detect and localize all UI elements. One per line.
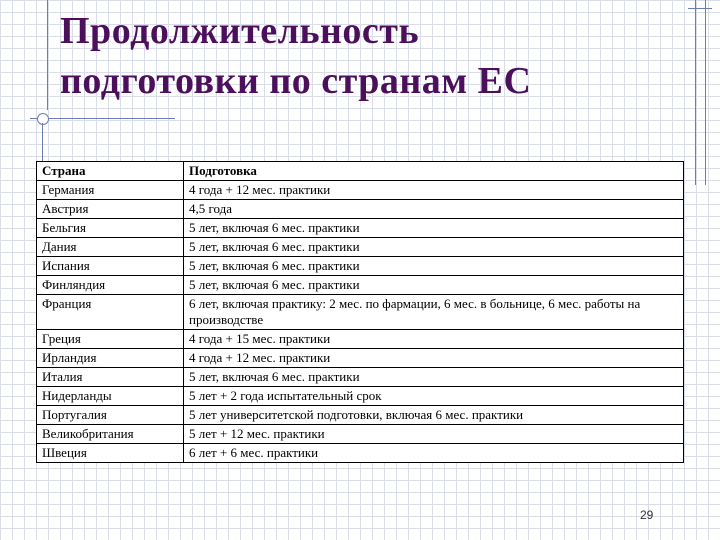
training-cell: 6 лет + 6 мес. практики bbox=[184, 444, 684, 463]
country-cell: Португалия bbox=[37, 406, 184, 425]
table-row bbox=[37, 425, 684, 444]
training-cell: 5 лет, включая 6 мес. практики bbox=[184, 219, 684, 238]
decor-vertical-line-right-2 bbox=[705, 0, 706, 185]
decor-vertical-line-short bbox=[42, 123, 43, 163]
page-number: 29 bbox=[640, 508, 654, 522]
training-cell: 5 лет, включая 6 мес. практики bbox=[184, 276, 684, 295]
decor-circle bbox=[37, 113, 49, 125]
country-cell: Италия bbox=[37, 368, 184, 387]
table-header-row bbox=[37, 162, 684, 181]
country-cell: Греция bbox=[37, 330, 184, 349]
training-cell: 4,5 года bbox=[184, 200, 684, 219]
decor-vertical-line-right bbox=[695, 0, 696, 185]
country-cell: Испания bbox=[37, 257, 184, 276]
country-cell: Ирландия bbox=[37, 349, 184, 368]
country-cell: Бельгия bbox=[37, 219, 184, 238]
decor-horizontal-line bbox=[30, 118, 175, 119]
decor-horizontal-line-right bbox=[688, 8, 712, 9]
country-cell: Великобритания bbox=[37, 425, 184, 444]
table-row bbox=[37, 219, 684, 238]
header-training: Подготовка bbox=[184, 162, 684, 181]
table-row bbox=[37, 238, 684, 257]
table-row bbox=[37, 406, 684, 425]
table-row bbox=[37, 444, 684, 463]
country-cell: Австрия bbox=[37, 200, 184, 219]
country-cell: Швеция bbox=[37, 444, 184, 463]
country-cell: Германия bbox=[37, 181, 184, 200]
training-cell: 5 лет университетской подготовки, включая 6 мес. практики bbox=[184, 406, 684, 425]
table-row bbox=[37, 257, 684, 276]
table-row bbox=[37, 330, 684, 349]
training-duration-table bbox=[36, 161, 684, 463]
country-cell: Франция bbox=[37, 295, 184, 330]
header-country: Страна bbox=[37, 162, 184, 181]
training-cell: 4 года + 12 мес. практики bbox=[184, 181, 684, 200]
table-row bbox=[37, 349, 684, 368]
table-row bbox=[37, 387, 684, 406]
slide-title-line-2: подготовки по странам ЕС bbox=[60, 60, 532, 102]
table-row bbox=[37, 181, 684, 200]
training-cell: 5 лет + 12 мес. практики bbox=[184, 425, 684, 444]
country-cell: Финляндия bbox=[37, 276, 184, 295]
decor-vertical-line-left bbox=[47, 0, 48, 110]
training-cell: 4 года + 15 мес. практики bbox=[184, 330, 684, 349]
table-row bbox=[37, 368, 684, 387]
table-row bbox=[37, 276, 684, 295]
training-cell: 5 лет, включая 6 мес. практики bbox=[184, 257, 684, 276]
training-cell: 4 года + 12 мес. практики bbox=[184, 349, 684, 368]
country-cell: Дания bbox=[37, 238, 184, 257]
slide-title bbox=[60, 6, 680, 106]
slide-title-line-1: Продолжительность bbox=[60, 10, 420, 52]
training-cell: 5 лет, включая 6 мес. практики bbox=[184, 368, 684, 387]
training-cell: 6 лет, включая практику: 2 мес. по фармации, 6 мес. в больнице, 6 мес. работы на производстве bbox=[184, 295, 684, 330]
training-cell: 5 лет, включая 6 мес. практики bbox=[184, 238, 684, 257]
country-cell: Нидерланды bbox=[37, 387, 184, 406]
table-row bbox=[37, 295, 684, 330]
training-cell: 5 лет + 2 года испытательный срок bbox=[184, 387, 684, 406]
table-row bbox=[37, 200, 684, 219]
